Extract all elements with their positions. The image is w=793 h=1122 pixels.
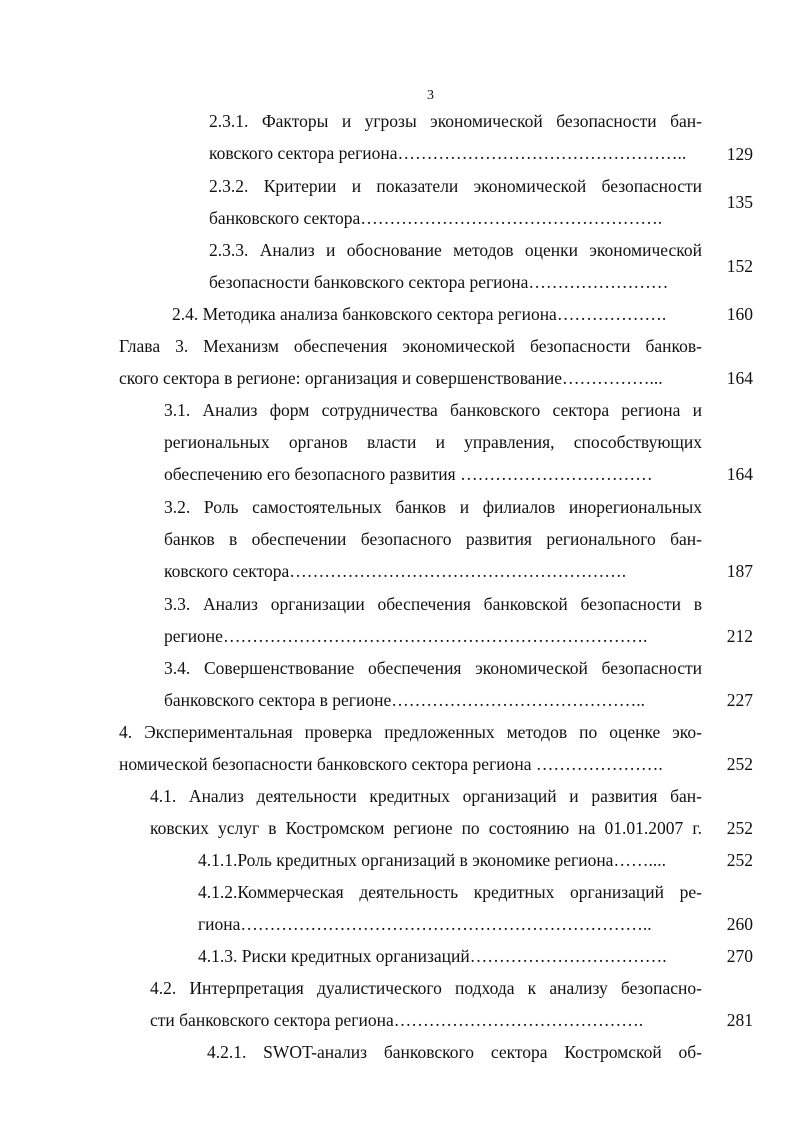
toc-entry-chapter-4 [119, 716, 702, 780]
toc-entry-line: 2.4. Методика анализа банковского сектора региона………………. [172, 304, 667, 324]
toc-entry-line: ковских услуг в Костромском регионе по состоянию на 01.01.2007 г. [150, 818, 702, 838]
toc-entry-3-3 [164, 588, 702, 652]
toc-entry-line: 4.2. Интерпретация дуалистического подхода к анализу безопасно- [150, 978, 702, 998]
toc-entry-line: обеспечению его безопасного развития …………………………… [164, 464, 653, 484]
toc-entry-line: 3.3. Анализ организации обеспечения банковской безопасности в [164, 594, 702, 614]
toc-entry-line: безопасности банковского сектора региона…………………… [209, 272, 669, 292]
toc-entry-2-4 [172, 298, 702, 330]
toc-entry-4-2-1 [207, 1036, 702, 1068]
toc-entry-line: гиона…………………………………………………………….. [198, 914, 652, 934]
toc-entry-chapter-3 [119, 330, 702, 394]
toc-page-number: 212 [726, 626, 753, 646]
toc-entry-line: 2.3.1. Факторы и угрозы экономической безопасности бан- [209, 111, 702, 131]
toc-page-number: 252 [726, 754, 753, 774]
toc-page-number: 252 [726, 818, 753, 838]
toc-entry-line: 2.3.3. Анализ и обоснование методов оценки экономической [209, 240, 702, 260]
toc-entry-4-2 [150, 972, 702, 1036]
toc-page-number: 187 [726, 561, 753, 581]
toc-entry-3-1 [164, 394, 702, 490]
toc-entry-4-1 [150, 780, 702, 844]
toc-entry-line: 3.4. Совершенствование обеспечения экономической безопасности [164, 658, 702, 678]
toc-page-number: 260 [726, 914, 753, 934]
toc-entry-line: 4. Экспериментальная проверка предложенных методов по оценке эко- [119, 722, 702, 742]
toc-entry-line: 4.1.3. Риски кредитных организаций……………………………. [198, 946, 667, 966]
table-of-contents [0, 105, 793, 1105]
toc-page-number: 160 [726, 304, 753, 324]
toc-entry-2-3-1 [209, 105, 702, 169]
toc-entry-line: банков в обеспечении безопасного развития регионального бан- [164, 529, 702, 549]
toc-entry-line: 3.1. Анализ форм сотрудничества банковского сектора региона и [164, 400, 702, 420]
toc-page-number: 164 [726, 368, 753, 388]
toc-page-number: 227 [726, 690, 753, 710]
toc-entry-line: 4.2.1. SWOT-анализ банковского сектора Костромской об- [207, 1042, 702, 1062]
toc-entry-line: Глава 3. Механизм обеспечения экономической безопасности банков- [119, 336, 702, 356]
toc-entry-line: регионе………………………………………………………………. [164, 626, 648, 646]
toc-entry-line: банковского сектора в регионе…………………………………….. [164, 690, 645, 710]
toc-entry-line: ского сектора в регионе: организация и совершенствование……………... [119, 368, 663, 388]
toc-entry-4-1-1 [198, 844, 702, 876]
toc-entry-3-4 [164, 652, 702, 716]
toc-entry-line: банковского сектора……………………………………………. [209, 208, 663, 228]
toc-entry-2-3-3 [209, 234, 702, 298]
toc-entry-4-1-2 [198, 876, 702, 940]
toc-entry-line: сти банковского сектора региона……………………………………. [150, 1010, 644, 1030]
toc-entry-line: 4.1. Анализ деятельности кредитных организаций и развития бан- [150, 786, 702, 806]
toc-entry-line: 3.2. Роль самостоятельных банков и филиалов инорегиональных [164, 497, 702, 517]
toc-page-number: 164 [726, 464, 753, 484]
toc-entry-3-2 [164, 491, 702, 587]
toc-entry-line: ковского сектора…………………………………………………. [164, 561, 627, 581]
toc-page-number: 152 [726, 256, 753, 276]
toc-entry-line: 4.1.1.Роль кредитных организаций в экономике региона…….... [198, 850, 666, 870]
toc-entry-2-3-2 [209, 170, 702, 234]
toc-entry-4-1-3 [198, 940, 702, 972]
toc-page-number: 129 [726, 144, 753, 164]
toc-page-number: 135 [726, 192, 753, 212]
page-number: 3 [427, 88, 434, 103]
toc-entry-line: региональных органов власти и управления, способствующих [164, 432, 702, 452]
toc-page-number: 252 [726, 850, 753, 870]
toc-page-number: 281 [726, 1010, 753, 1030]
toc-entry-line: 4.1.2.Коммерческая деятельность кредитных организаций ре- [198, 882, 702, 902]
toc-entry-line: 2.3.2. Критерии и показатели экономической безопасности [209, 176, 702, 196]
toc-entry-line: ковского сектора региона………………………………………….. [209, 143, 687, 163]
toc-page-number: 270 [726, 946, 753, 966]
toc-entry-line: номической безопасности банковского сектора региона …………………. [119, 754, 663, 774]
